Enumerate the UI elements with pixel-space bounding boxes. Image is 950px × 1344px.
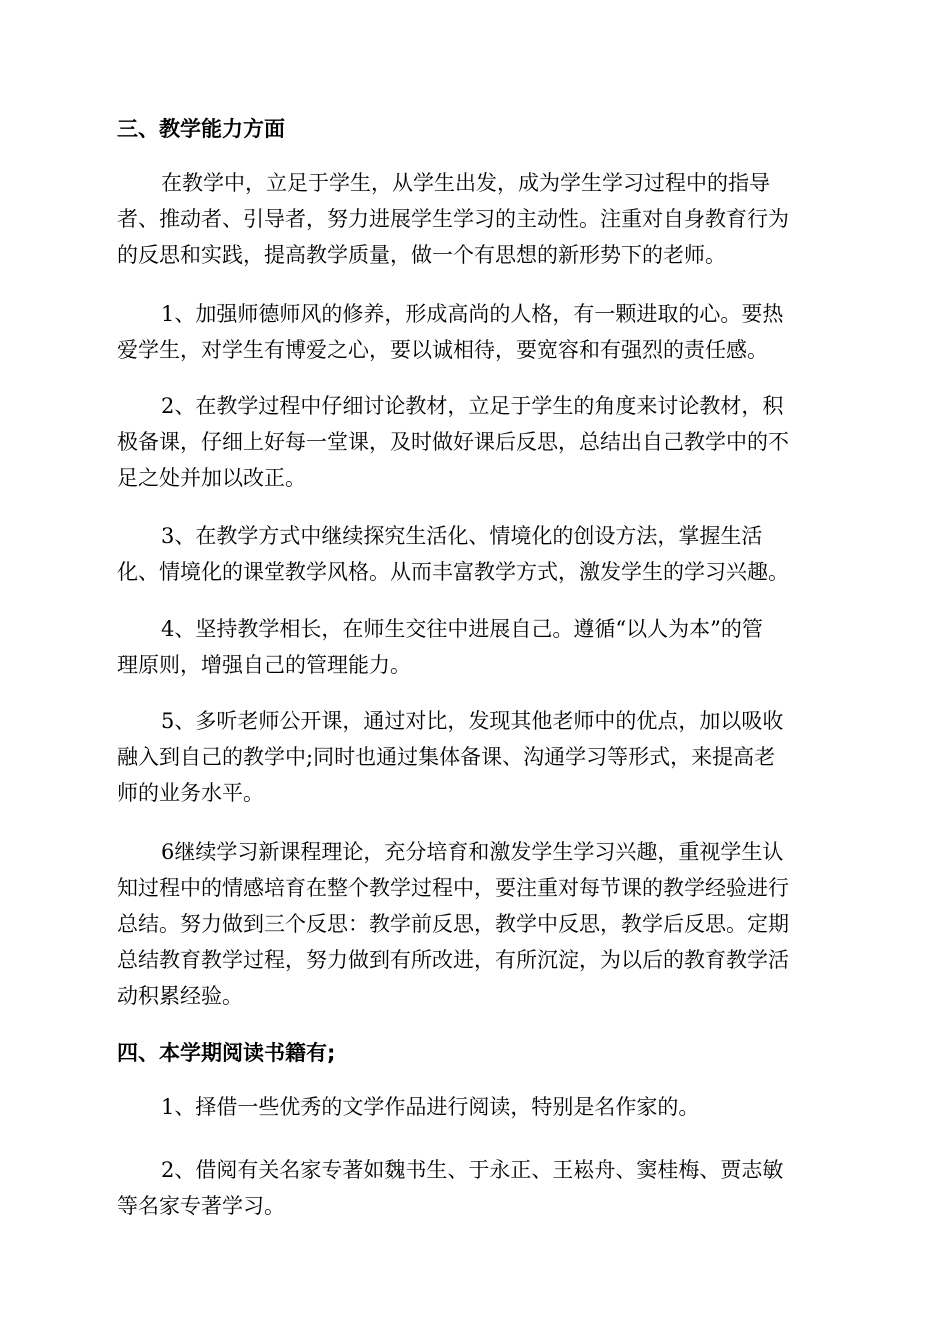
paragraph-line: 总结。努力做到三个反思：教学前反思，教学中反思，教学后反思。定期 bbox=[117, 912, 789, 936]
paragraph-item-4 bbox=[117, 611, 837, 683]
paragraph-line: 知过程中的情感培育在整个教学过程中，要注重对每节课的教学经验进行 bbox=[117, 876, 789, 900]
paragraph-item-2 bbox=[117, 388, 837, 496]
paragraph-intro bbox=[117, 165, 837, 273]
paragraph-line: 理原则，增强自己的管理能力。 bbox=[117, 653, 411, 677]
paragraph-line: 1、加强师德师风的修养，形成高尚的人格，有一颗进取的心。要热 bbox=[161, 302, 784, 326]
paragraph-line: 2、在教学过程中仔细讨论教材，立足于学生的角度来讨论教材，积 bbox=[161, 394, 784, 418]
paragraph-line: 1、择借一些优秀的文学作品进行阅读，特别是名作家的。 bbox=[161, 1095, 700, 1119]
paragraph-item-6 bbox=[117, 834, 837, 1014]
paragraph-line: 6继续学习新课程理论，充分培育和激发学生学习兴趣，重视学生认 bbox=[161, 840, 784, 864]
paragraph-line: 融入到自己的教学中;同时也通过集体备课、沟通学习等形式，来提高老 bbox=[117, 745, 776, 769]
paragraph-line: 者、推动者、引导者，努力进展学生学习的主动性。注重对自身教育行为 bbox=[117, 207, 789, 231]
paragraph-item-5 bbox=[117, 703, 837, 811]
paragraph-reading-item-2 bbox=[117, 1152, 837, 1224]
section-heading-reading-books: 四、本学期阅读书籍有; bbox=[117, 1041, 336, 1065]
paragraph-line: 在教学中，立足于学生，从学生出发，成为学生学习过程中的指导 bbox=[161, 171, 770, 195]
paragraph-line: 化、情境化的课堂教学风格。从而丰富教学方式，激发学生的学习兴趣。 bbox=[117, 560, 789, 584]
paragraph-line: 师的业务水平。 bbox=[117, 781, 264, 805]
paragraph-line: 爱学生，对学生有博爱之心，要以诚相待，要宽容和有强烈的责任感。 bbox=[117, 338, 768, 362]
paragraph-item-1 bbox=[117, 296, 837, 368]
paragraph-line: 4、坚持教学相长，在师生交往中进展自己。遵循“以人为本”的管 bbox=[161, 617, 763, 641]
paragraph-line: 3、在教学方式中继续探究生活化、情境化的创设方法，掌握生活 bbox=[161, 524, 763, 548]
paragraph-line: 极备课，仔细上好每一堂课，及时做好课后反思，总结出自己教学中的不 bbox=[117, 430, 789, 454]
section-heading-teaching-ability: 三、教学能力方面 bbox=[117, 117, 285, 141]
paragraph-line: 足之处并加以改正。 bbox=[117, 466, 306, 490]
paragraph-line: 动积累经验。 bbox=[117, 984, 243, 1008]
paragraph-line: 总结教育教学过程，努力做到有所改进，有所沉淀，为以后的教育教学活 bbox=[117, 948, 789, 972]
paragraph-line: 等名家专著学习。 bbox=[117, 1194, 285, 1218]
paragraph-item-3 bbox=[117, 518, 837, 590]
paragraph-line: 5、多听老师公开课，通过对比，发现其他老师中的优点，加以吸收 bbox=[161, 709, 784, 733]
paragraph-line: 2、借阅有关名家专著如魏书生、于永正、王崧舟、窦桂梅、贾志敏 bbox=[161, 1158, 784, 1182]
paragraph-reading-item-1 bbox=[117, 1089, 837, 1125]
paragraph-line: 的反思和实践，提高教学质量，做一个有思想的新形势下的老师。 bbox=[117, 243, 726, 267]
